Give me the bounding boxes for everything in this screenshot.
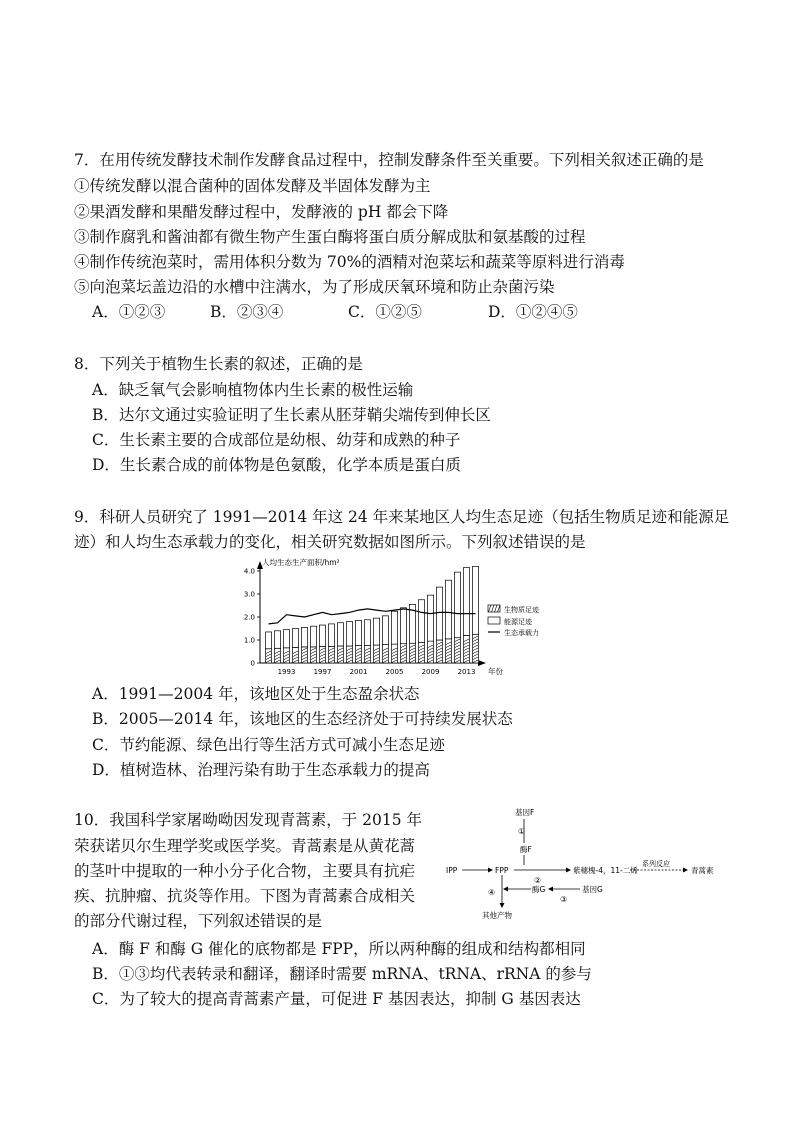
bar-energy	[292, 629, 298, 648]
q9-option-a: A．1991—2004 年，该地区处于生态盈余状态	[92, 685, 420, 703]
diagram-step-3: ③	[560, 895, 568, 904]
legend-label-energy: 能源足迹	[504, 618, 532, 626]
q9-stem-line1: 9．科研人员研究了 1991—2014 年这 24 年来某地区人均生态足迹（包括生物质足迹和能源足	[74, 508, 730, 526]
q10-option-a: A．酶 F 和酶 G 催化的底物都是 FPP，所以两种酶的组成和结构都相同	[92, 940, 586, 958]
q7-item-3: ③制作腐乳和酱油都有微生物产生蛋白酶将蛋白质分解成肽和氨基酸的过程	[74, 228, 586, 246]
bar-energy	[319, 625, 325, 646]
q7-item-2: ②果酒发酵和果醋发酵过程中，发酵液的 pH 都会下降	[74, 203, 449, 221]
bar-energy	[472, 566, 478, 634]
q10-stem-line4: 疾、抗肿瘤、抗炎等作用。下图为青蒿素合成相关	[74, 887, 416, 905]
q7-option-d: D．①②④⑤	[488, 303, 578, 321]
line-ecological-capacity	[269, 609, 476, 624]
q7-option-c: C．①②⑤	[348, 303, 422, 321]
diagram-ipp: IPP	[446, 866, 458, 875]
diagram-step-1: ①	[518, 827, 526, 836]
x-tick-label: 1997	[313, 668, 332, 676]
q10-option-c: C．为了较大的提高青蒿素产量，可促进 F 基因表达，抑制 G 基因表达	[92, 990, 581, 1008]
bar-energy	[310, 626, 316, 647]
bar-energy	[391, 611, 397, 644]
diagram-artemisinin: 青蒿素	[691, 866, 714, 875]
bar-energy	[418, 600, 424, 643]
diagram-gene-f: 基因F	[515, 808, 535, 817]
legend-label-biomass: 生物质足迹	[504, 606, 539, 614]
bar-energy	[265, 632, 271, 649]
diagram-step-4: ④	[488, 888, 496, 897]
chart-xlabel: 年份	[488, 667, 503, 676]
q10-stem-line1: 10．我国科学家屠呦呦因发现青蒿素，于 2015 年	[74, 811, 423, 829]
x-tick-label: 2001	[349, 668, 368, 676]
q10-option-b: B．①③均代表转录和翻译，翻译时需要 mRNA、tRNA、rRNA 的参与	[92, 965, 592, 983]
bar-energy	[346, 622, 352, 646]
bar-energy	[436, 587, 442, 640]
q9-option-c: C．节约能源、绿色出行等生活方式可减小生态足迹	[92, 736, 445, 754]
bar-energy	[274, 631, 280, 648]
diagram-other-products: 其他产物	[482, 911, 512, 920]
legend-label-capacity: 生态承载力	[504, 629, 539, 637]
q8-stem: 8．下列关于植物生长素的叙述，正确的是	[74, 355, 363, 373]
y-tick-label: 0	[250, 659, 255, 668]
bar-energy	[382, 616, 388, 645]
y-tick-label: 3.0	[243, 590, 255, 599]
q7-item-5: ⑤向泡菜坛盖边沿的水槽中注满水，为了形成厌氧环境和防止杂菌污染	[74, 278, 555, 296]
bar-energy	[400, 608, 406, 644]
ecological-footprint-chart	[230, 555, 590, 680]
diagram-enzyme-g: 酶G	[532, 885, 546, 894]
x-tick-label: 2005	[385, 668, 404, 676]
x-tick-label: 2013	[457, 668, 476, 676]
y-tick-label: 4.0	[243, 567, 255, 576]
bar-energy	[454, 572, 460, 638]
diagram-step-2: ②	[534, 876, 542, 885]
chart-y-ticks	[244, 568, 260, 668]
q8-option-a: A．缺乏氧气会影响植物体内生长素的极性运输	[92, 381, 414, 399]
chart-x-ticks	[278, 668, 476, 676]
bar-energy	[445, 580, 451, 639]
bar-energy	[427, 595, 433, 641]
bar-energy	[364, 620, 370, 646]
q7-item-4: ④制作传统泡菜时，需用体积分数为 70%的酒精对泡菜坛和蔬菜等原料进行消毒	[74, 253, 625, 271]
q10-stem-line5: 的部分代谢过程，下列叙述错误的是	[74, 912, 323, 930]
q8-option-c: C．生长素主要的合成部位是幼根、幼芽和成熟的种子	[92, 431, 461, 449]
diagram-series-reaction: 系列反应	[642, 860, 670, 868]
bar-energy	[355, 620, 361, 645]
q10-stem-line3: 的茎叶中提取的一种小分子化合物，主要具有抗疟	[74, 862, 416, 880]
q9-option-b: B．2005—2014 年，该地区的生态经济处于可持续发展状态	[92, 710, 513, 728]
legend-swatch-energy	[488, 617, 500, 624]
bar-energy	[301, 627, 307, 647]
chart-legend	[488, 605, 540, 637]
artemisinin-pathway-diagram	[440, 805, 730, 920]
x-tick-label: 1993	[277, 668, 296, 676]
q8-option-d: D．生长素合成的前体物是色氨酸，化学本质是蛋白质	[92, 456, 461, 474]
diagram-amorphadiene: 紫穗槐-4，11-二烯	[573, 866, 638, 875]
diagram-enzyme-f: 酶F	[520, 845, 532, 854]
bar-energy	[337, 623, 343, 646]
q7-item-1: ①传统发酵以混合菌种的固体发酵及半固体发酵为主	[74, 177, 431, 195]
q9-stem-line2: 迹）和人均生态承载力的变化，相关研究数据如图所示。下列叙述错误的是	[74, 533, 586, 551]
q9-option-d: D．植树造林、治理污染有助于生态承载力的提高	[92, 761, 430, 779]
bar-energy	[328, 624, 334, 647]
q10-stem-line2: 荣获诺贝尔生理学奖或医学奖。青蒿素是从黄花蒿	[74, 837, 416, 855]
x-tick-label: 2009	[421, 668, 440, 676]
q7-stem: 7．在用传统发酵技术制作发酵食品过程中，控制发酵条件至关重要。下列相关叙述正确的是	[74, 151, 704, 169]
y-tick-label: 2.0	[243, 613, 255, 622]
diagram-gene-g: 基因G	[582, 885, 603, 894]
y-tick-label: 1.0	[243, 636, 255, 645]
chart-bars	[265, 566, 478, 663]
q8-option-b: B．达尔文通过实验证明了生长素从胚芽鞘尖端传到伸长区	[92, 406, 491, 424]
chart-ylabel: 人均生态生产面积/hm²	[262, 558, 340, 567]
bar-biomass	[274, 648, 280, 663]
diagram-fpp: FPP	[495, 866, 509, 875]
bar-energy	[283, 630, 289, 648]
bar-energy	[463, 568, 469, 636]
q7-option-a: A．①②③	[92, 303, 166, 321]
q7-option-b: B．②③④	[210, 303, 284, 321]
bar-energy	[373, 618, 379, 645]
